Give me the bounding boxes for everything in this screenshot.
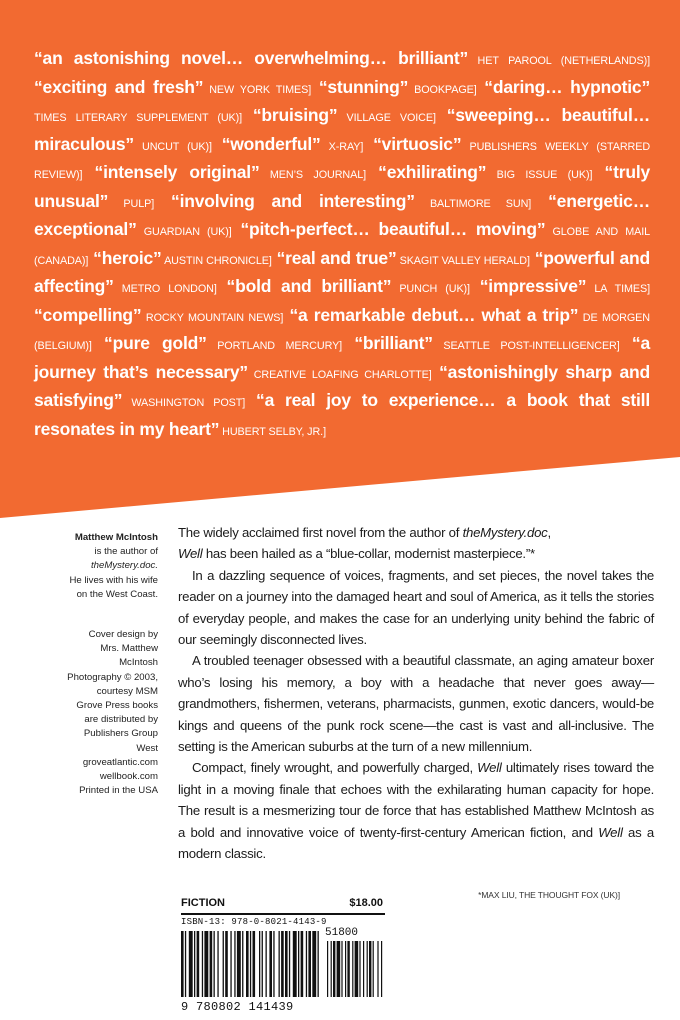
barcode-bar: [331, 941, 332, 997]
blurb-quote: …: [632, 105, 650, 125]
barcode-bar: [259, 931, 260, 997]
ean-number: 9 780802 141439: [181, 1000, 294, 1014]
blurb-quote: “heroic”: [88, 247, 162, 268]
barcode-bar: [355, 941, 359, 997]
blurb-quote: “bold and brilliant”: [216, 276, 392, 296]
website-link[interactable]: wellbook.com: [99, 771, 158, 783]
blurb-source: SKAGIT VALLEY HERALD]: [396, 254, 530, 267]
blurb-source: NEW YORK TIMES]: [203, 83, 312, 96]
blurb-quote: “exhilirating”: [366, 162, 487, 182]
category-label: FICTION: [181, 897, 225, 909]
description-paragraph: A troubled teenager obsessed with a beautiful classmate, an aging amateur boxer who’s losing his memory, a boy with a headache that never goes away—grandmothers, fishermen, veterans, pharmacists, gunmen, exotic dancers, would-be kings and queens of the punk rock scene—the cast is vast and all-inclusive. The setting is the American suburbs at the turn of a new millennium.: [178, 653, 654, 755]
blurb-quote: “brilliant”: [342, 333, 433, 353]
blurb-quote: “astonishingly sharp and satisfying”: [34, 361, 650, 410]
price-label: $18.00: [349, 897, 383, 909]
review-blurbs: [34, 46, 650, 445]
barcode-bar: [237, 931, 241, 997]
blurb-source: GLOBE AND MAIL (CANADA)]: [34, 226, 650, 267]
blurb-quote: “intensely original”: [82, 162, 260, 182]
blurb-source: TIMES LITERARY SUPPLEMENT (UK)]: [34, 112, 243, 124]
barcode-bar: [293, 931, 297, 997]
barcode-bar: [337, 941, 341, 997]
blurb-source: PUBLISHERS WEEKLY (STARRED REVIEW)]: [34, 140, 651, 181]
price-code: 51800: [325, 927, 359, 939]
blurb-quote: …: [545, 76, 563, 97]
blurb-source: WASHINGTON POST]: [122, 397, 246, 409]
blurb-quote: “a remarkable debut: [283, 304, 458, 325]
blurb-quote: “an astonishing novel: [34, 48, 226, 68]
barcode-bar: [369, 941, 371, 997]
barcode-bar: [341, 941, 342, 997]
credit-line: Photography © 2003,: [67, 671, 158, 683]
barcode-bar: [197, 931, 200, 997]
blurb-source: CREATIVE LOAFING CHARLOTTE]: [247, 368, 432, 381]
blurb-quote: “pure gold”: [91, 333, 207, 353]
barcode-bar: [246, 931, 249, 997]
barcode-bar: [345, 941, 346, 997]
description-paragraph: The widely acclaimed first novel from the author of theMystery.doc, Well has been hailed as a “blue-collar, modernist masterpiece.”*: [178, 525, 551, 562]
barcode-bar: [352, 941, 353, 997]
barcode-bar: [242, 931, 243, 997]
blurb-source: HET PAROOL (NETHERLANDS)]: [468, 55, 650, 67]
barcode-bar: [181, 931, 184, 997]
barcode-bar: [189, 931, 193, 997]
blurb-quote: “powerful and affecting”: [34, 247, 650, 296]
barcode-bar: [333, 941, 335, 997]
quote-footnote: *MAX LIU, THE THOUGHT FOX (UK)]: [478, 890, 620, 900]
barcode-bar: [327, 941, 328, 997]
barcode-bar: [262, 931, 263, 997]
barcode-bar: [301, 931, 304, 997]
description-paragraph: In a dazzling sequence of voices, fragments, and set pieces, the novel takes the reader on a journey into the damaged heart and soul of America, as it tells the stories of everyday people, and makes the case for an underlying unity behind the fabric of our seemingly disconnected lives.: [178, 567, 654, 648]
blurb-quote: “involving and interesting”: [154, 190, 415, 211]
description: [178, 522, 654, 865]
blurb-quote: …: [352, 219, 370, 239]
blurb-quote: “stunning”: [311, 76, 409, 97]
description-paragraph: Compact, finely wrought, and powerfully charged, Well ultimately rises toward the light in a moving finale that echoes with the exhilarating human capacity for hope. The result is a mesmerizing tour de force that has established Matthew McIntosh as a bold and innovative voice of twenty-first-century American fiction, and Well as a modern classic.: [178, 760, 654, 862]
blurb-quote: overwhelming: [243, 48, 370, 68]
blurb-quote: …: [449, 219, 467, 239]
blurb-quote: “exciting and fresh”: [34, 76, 204, 97]
author-bio-line: is the author of: [94, 546, 158, 558]
blurb-quote: …: [457, 304, 476, 325]
blurb-quote: “bruising”: [242, 105, 338, 125]
barcode-bar: [373, 941, 374, 997]
blurb-source: X-RAY]: [320, 140, 364, 153]
barcode-bar: [194, 931, 195, 997]
blurb-source: UNCUT (UK)]: [133, 140, 212, 153]
blurb-quote: hypnotic”: [562, 76, 650, 97]
blurb-quote: beautiful: [550, 105, 633, 125]
blurb-quote: “pitch-perfect: [231, 219, 353, 239]
barcode-bar: [204, 931, 208, 997]
blurb-quote: “virtuosic”: [363, 133, 462, 154]
blurb-source: METRO LONDON]: [113, 283, 217, 295]
author-bio-line: on the West Coast.: [76, 588, 158, 600]
author-bio-line: He lives with his wife: [69, 574, 158, 586]
barcode-bar: [367, 941, 368, 997]
barcode-bar: [279, 931, 280, 997]
blurb-quote: …: [369, 48, 387, 68]
barcode-bar: [363, 941, 364, 997]
blurb-source: SEATTLE POST-INTELLIGENCER]: [432, 340, 620, 352]
barcode-bar: [234, 931, 235, 997]
author-name: Matthew McIntosh: [74, 532, 158, 543]
barcode-bar: [308, 931, 311, 997]
barcode-bar: [281, 931, 284, 997]
blurb-quote: what a trip”: [475, 304, 579, 325]
blurb-quote: …: [632, 190, 650, 211]
barcode-rule: [181, 913, 385, 915]
barcode-bar: [217, 931, 218, 997]
blurb-source: VILLAGE VOICE]: [337, 112, 436, 124]
blurb-source: BIG ISSUE (UK)]: [486, 169, 593, 181]
blurb-source: MEN’S JOURNAL]: [259, 169, 367, 181]
blurb-quote: beautiful: [369, 219, 450, 239]
credit-line: Publishers Group West: [83, 728, 158, 754]
barcode-bar: [359, 941, 360, 997]
barcode-bar: [185, 931, 186, 997]
blurb-source: PORTLAND MERCURY]: [206, 340, 343, 352]
author-bio-line: theMystery.doc.: [90, 560, 158, 572]
credit-line: Cover design by: [88, 629, 158, 641]
blurb-quote: “sweeping: [435, 105, 534, 125]
barcode-bar: [289, 931, 290, 997]
blurb-source: LA TIMES]: [586, 283, 650, 295]
barcode-bar: [347, 941, 349, 997]
blurb-quote: …: [478, 390, 496, 410]
barcode-bar: [230, 931, 231, 997]
barcode-bar: [298, 931, 299, 997]
blurb-source: PUNCH (UK)]: [391, 283, 470, 295]
author-sidebar: [62, 531, 158, 798]
barcode-bar: [312, 931, 316, 997]
barcode-bar: [318, 931, 319, 997]
barcode-bar: [306, 931, 307, 997]
barcode-bar: [381, 941, 382, 997]
blurb-quote: “daring: [476, 76, 546, 97]
barcode-bar: [210, 931, 213, 997]
blurb-source: PULP]: [108, 197, 155, 210]
credit-line: Grove Press books: [76, 700, 158, 712]
barcode-bar: [223, 931, 224, 997]
blurb-quote: “compelling”: [34, 304, 142, 325]
barcode-bar: [253, 931, 256, 997]
blurb-quote: “impressive”: [469, 276, 587, 296]
blurb-quote: “truly unusual”: [34, 162, 651, 211]
barcode-bar: [269, 931, 272, 997]
barcode-bar: [285, 931, 288, 997]
barcode-bar: [214, 931, 215, 997]
credit-line: Printed in the USA: [79, 785, 158, 797]
blurb-quote: a book that still resonates in my heart”: [34, 390, 650, 439]
blurb-source: AUSTIN CHRONICLE]: [161, 254, 272, 267]
blurb-quote: “real and true”: [271, 247, 397, 268]
blurb-source: DE MORGEN (BELGIUM)]: [34, 311, 650, 352]
blurb-quote: miraculous”: [34, 133, 134, 154]
blurb-source: BALTIMORE SUN]: [414, 197, 532, 210]
barcode-bar: [377, 941, 378, 997]
blurb-quote: “wonderful”: [211, 133, 321, 154]
barcode-bar: [202, 931, 203, 997]
barcode-bar: [225, 931, 228, 997]
blurb-source: BOOKPAGE]: [408, 83, 477, 96]
barcode-bar: [250, 931, 251, 997]
credit-line: Mrs. Matthew McIntosh: [100, 643, 158, 669]
blurb-quote: …: [533, 105, 551, 125]
blurb-quote: brilliant”: [386, 48, 469, 68]
credit-line: courtesy MSM: [96, 685, 158, 697]
blurb-source: GUARDIAN (UK)]: [136, 226, 232, 238]
blurb-quote: “a journey that’s necessary”: [34, 333, 650, 382]
blurb-quote: “a real joy to experience: [245, 390, 479, 410]
isbn-text: ISBN-13: 978-0-8021-4143-9: [181, 917, 327, 927]
blurb-source: HUBERT SELBY, JR.]: [219, 425, 326, 438]
barcode-block: [181, 897, 385, 1015]
website-link[interactable]: groveatlantic.com: [82, 756, 158, 768]
blurb-quote: …: [225, 48, 244, 68]
barcode-bar: [266, 931, 267, 997]
credit-line: are distributed by: [84, 714, 158, 726]
blurb-quote: “energetic: [531, 190, 633, 211]
blurb-quote: exceptional”: [34, 219, 137, 239]
blurb-quote: moving”: [467, 219, 546, 239]
blurb-source: ROCKY MOUNTAIN NEWS]: [141, 311, 284, 324]
barcode-bar: [273, 931, 274, 997]
